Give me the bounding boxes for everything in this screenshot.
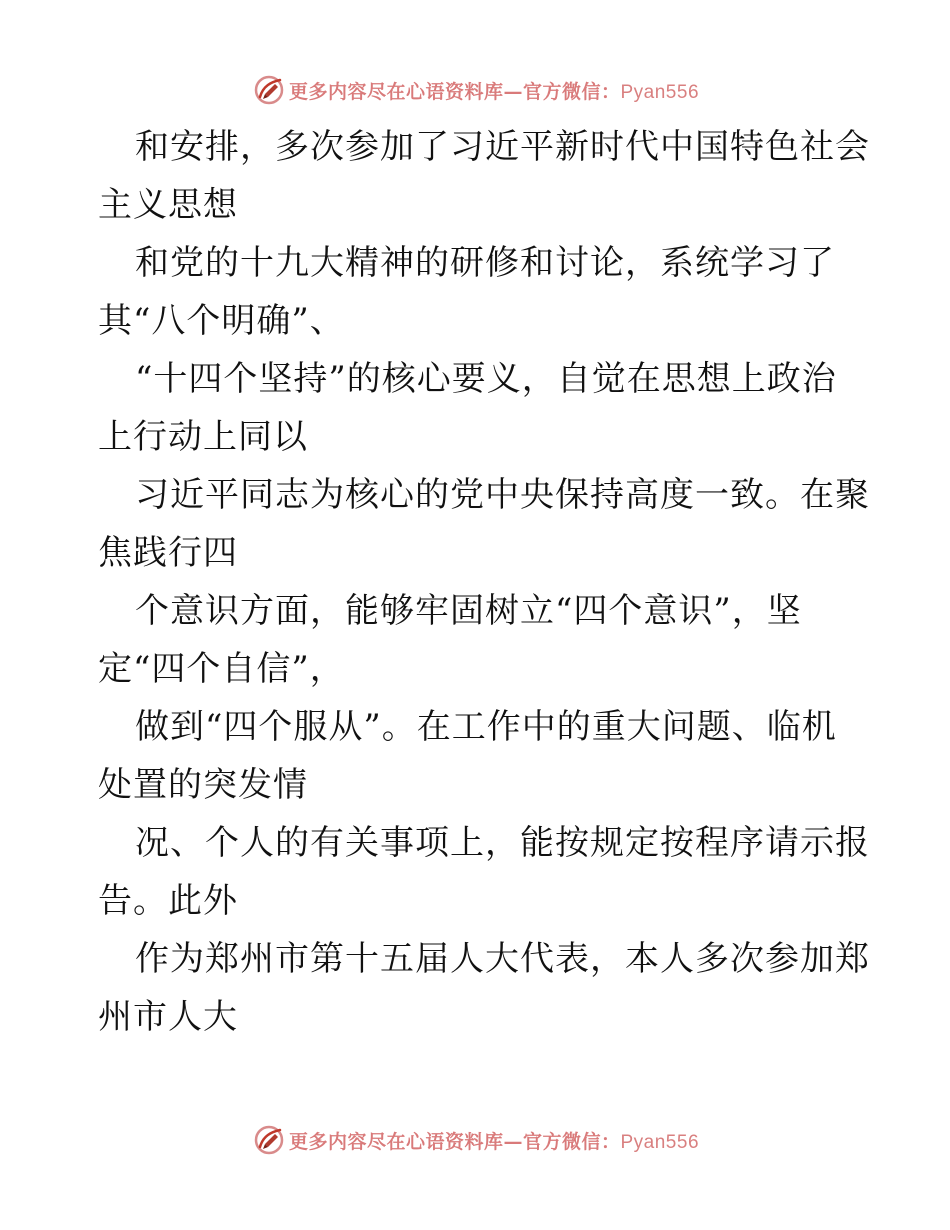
body-line: 个意识方面，能够牢固树立“四个意识”，坚 xyxy=(135,591,802,631)
header-banner-text xyxy=(289,77,699,104)
body-line: 告。此外 xyxy=(98,881,238,921)
header-banner xyxy=(0,70,950,110)
body-line: 定“四个自信”， xyxy=(98,649,345,689)
body-line: 焦践行四 xyxy=(98,533,238,573)
body-line: 上行动上同以 xyxy=(98,417,308,457)
header-wechat-id: Pyan556 xyxy=(620,81,700,103)
body-line: 况、个人的有关事项上，能按规定按程序请示报 xyxy=(135,823,870,863)
body-line: 做到“四个服从”。在工作中的重大问题、临机 xyxy=(135,707,837,747)
body-line: “十四个坚持”的核心要义，自觉在思想上政治 xyxy=(135,359,837,399)
footer-banner-label: 更多内容尽在心语资料库—官方微信： xyxy=(288,1130,621,1153)
body-line: 习近平同志为核心的党中央保持高度一致。在聚 xyxy=(135,475,870,515)
body-line: 主义思想 xyxy=(98,185,238,225)
footer-banner-text xyxy=(289,1127,699,1154)
body-line: 其“八个明确”、 xyxy=(98,301,345,341)
pen-swirl-logo-icon xyxy=(251,1122,287,1158)
body-line: 和安排，多次参加了习近平新时代中国特色社会 xyxy=(135,127,870,167)
body-line: 州市人大 xyxy=(98,997,238,1037)
document-body xyxy=(98,118,870,1046)
footer-banner xyxy=(0,1120,950,1160)
header-banner-label: 更多内容尽在心语资料库—官方微信： xyxy=(288,80,621,103)
pen-swirl-logo-icon xyxy=(251,72,287,108)
body-line: 和党的十九大精神的研修和讨论，系统学习了 xyxy=(135,243,835,283)
body-line: 作为郑州市第十五届人大代表，本人多次参加郑 xyxy=(135,939,870,979)
footer-wechat-id: Pyan556 xyxy=(620,1131,700,1153)
body-line: 处置的突发情 xyxy=(98,765,308,805)
